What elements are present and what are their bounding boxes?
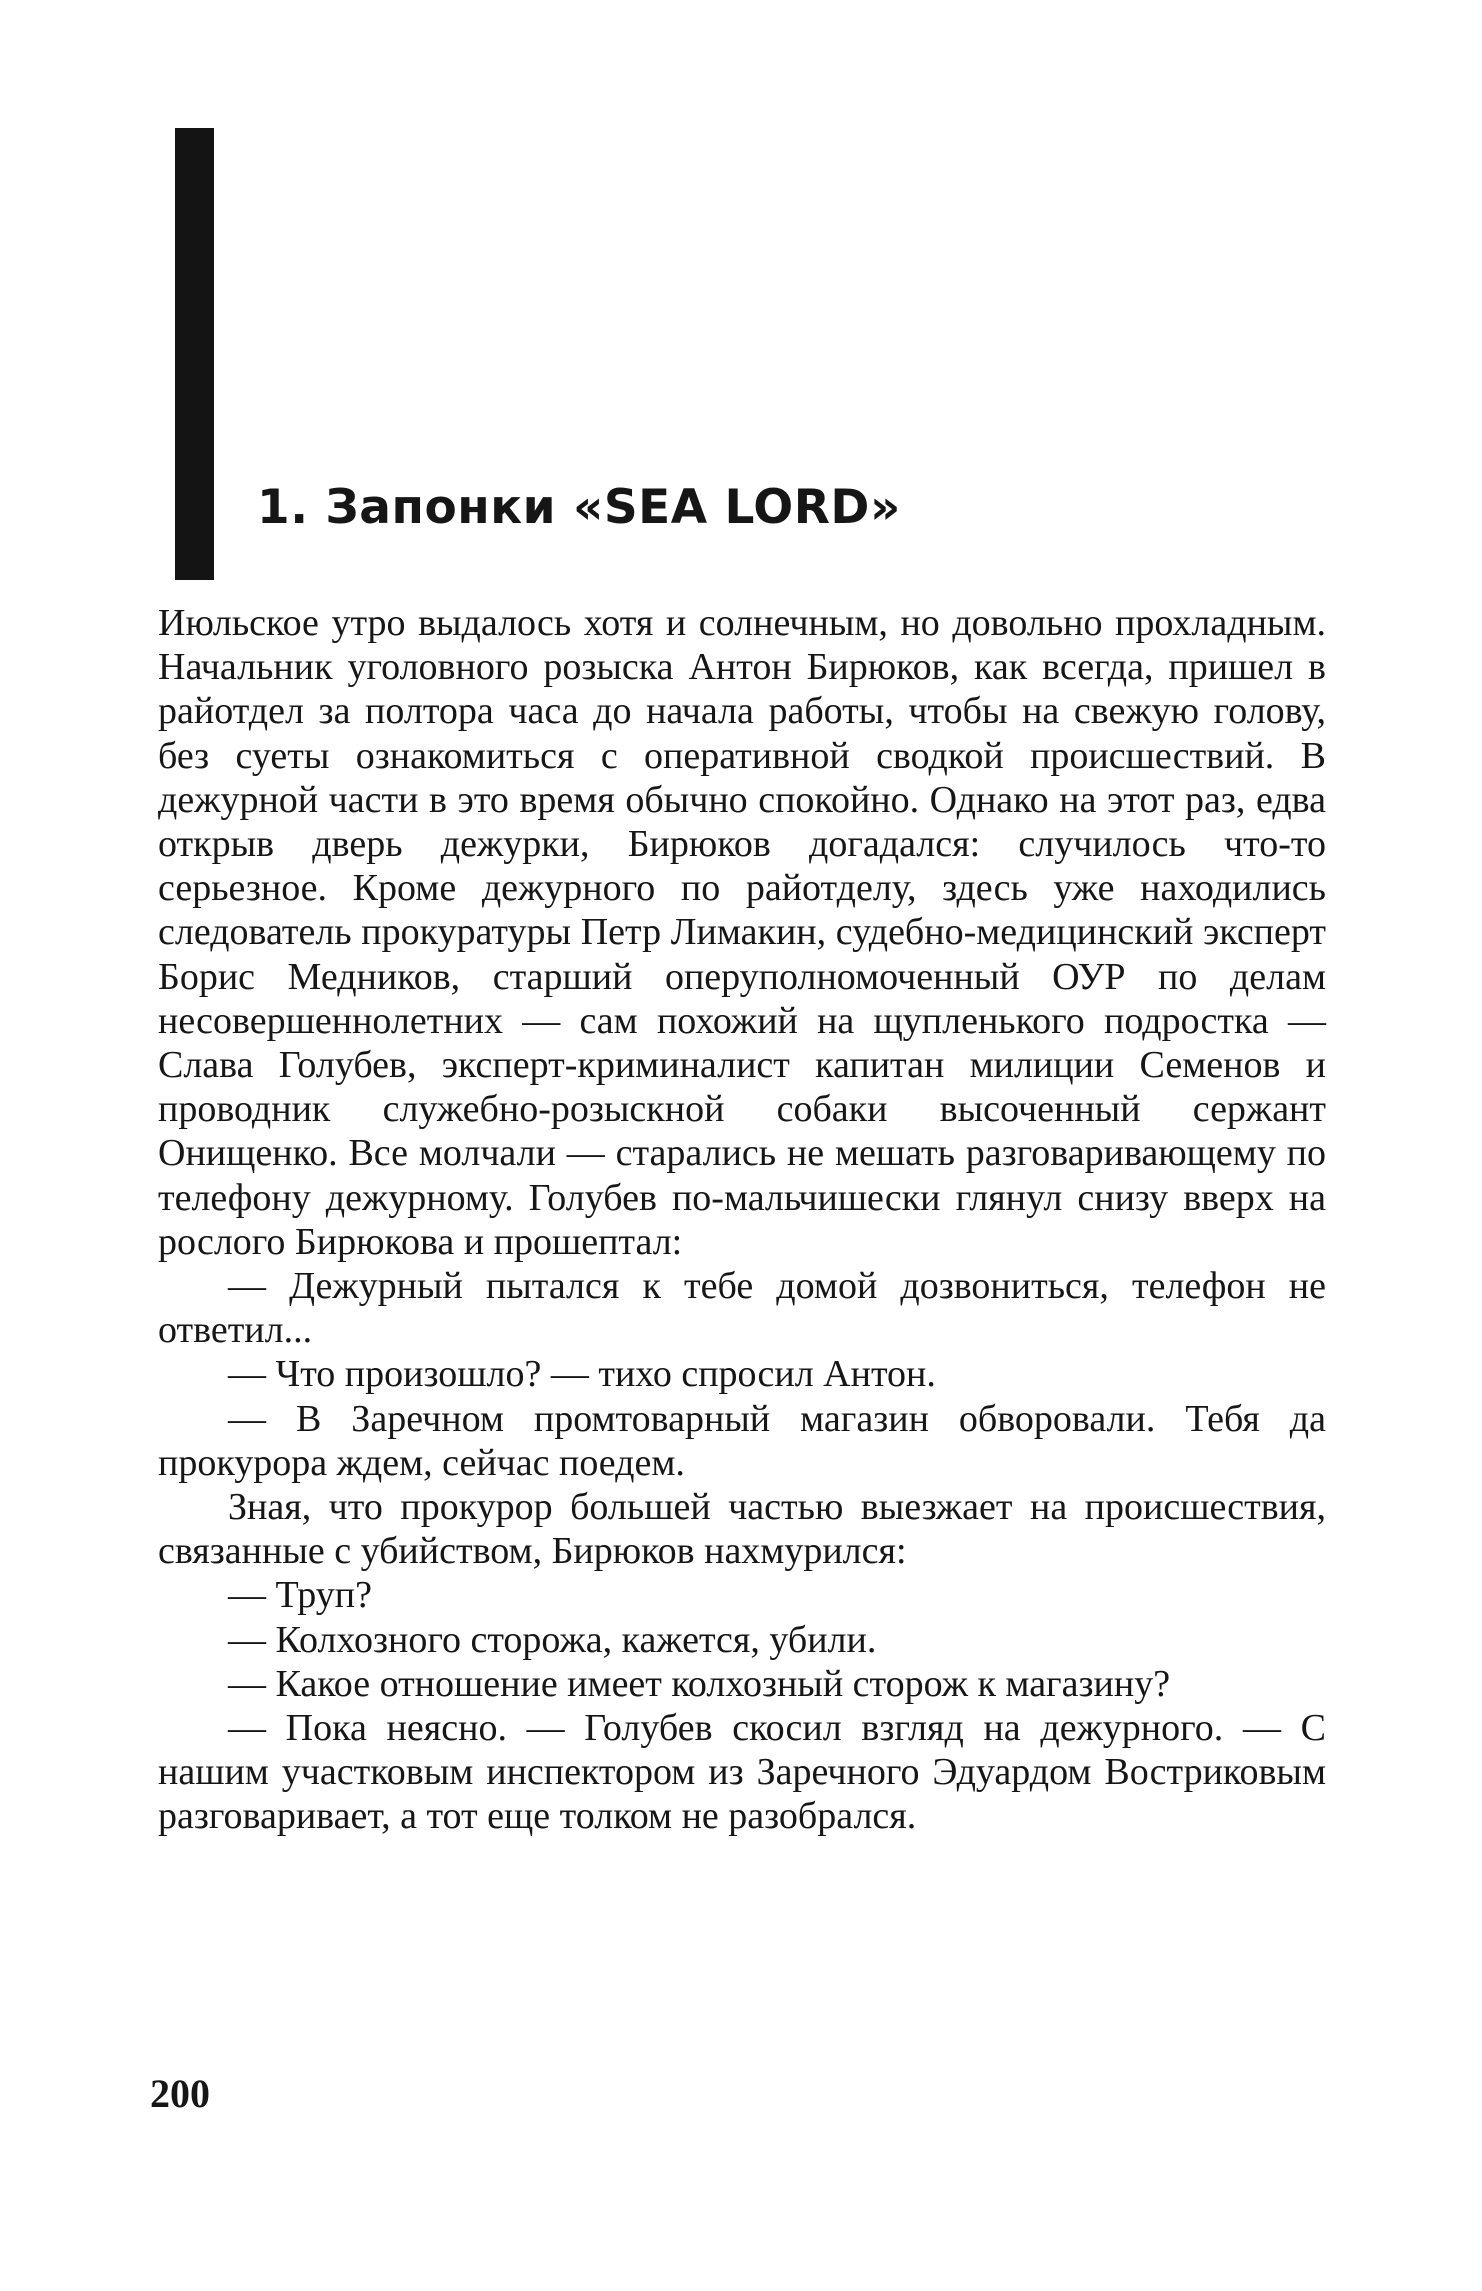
chapter-title: 1. Запонки «SEA LORD» xyxy=(257,480,901,535)
paragraph: — Труп? xyxy=(228,1574,372,1617)
part-divider-bar xyxy=(175,128,214,580)
paragraph: — Какое отношение имеет колхозный сторож к магазину? xyxy=(228,1662,1171,1705)
paragraph: — Пока неясно. — Голубев скосил взгляд на дежурного. — С нашим участковым инспектором из Заречного Эдуардом Востриковым разговаривает, а тот еще толком не разобрался. xyxy=(158,1707,1326,1838)
paragraph: — Что произошло? — тихо спросил Антон. xyxy=(228,1353,936,1396)
paragraph: Зная, что прокурор большей частью выезжает на происшествия, связанные с убийством, Бирюков нахмурился: xyxy=(158,1486,1326,1573)
page-number: 200 xyxy=(150,2071,210,2116)
paragraph: — В Заречном промтоварный магазин обворовали. Тебя да прокурора ждем, сейчас поедем. xyxy=(158,1397,1326,1484)
paragraph: Июльское утро выдалось хотя и солнечным, но довольно прохладным. Начальник уголовного розыска Антон Бирюков, как всегда, пришел в райотдел за полтора часа до начала работы, чтобы на свежую голову, без суеты ознакомиться с оперативной сводкой происшествий. В дежурной части в это время обычно спокойно. Однако на этот раз, едва открыв дверь дежурки, Бирюков догадался: случилось что-то серьезное. Кроме дежурного по райотделу, здесь уже находились следователь прокуратуры Петр Лимакин, судебно-медицинский эксперт Борис Медников, старший оперуполномоченный ОУР по делам несовершеннолетних — сам похожий на щупленького подростка — Слава Голубев, эксперт-криминалист капитан милиции Семенов и проводник служебно-розыскной собаки высоченный сержант Онищенко. Все молчали — старались не мешать разговаривающему по телефону дежурному. Голубев по-мальчишески глянул снизу вверх на рослого Бирюкова и прошептал: xyxy=(158,602,1326,1263)
body-text xyxy=(158,601,1326,1839)
paragraph: — Колхозного сторожа, кажется, убили. xyxy=(228,1618,877,1661)
paragraph: — Дежурный пытался к тебе домой дозвониться, телефон не ответил... xyxy=(158,1265,1326,1352)
